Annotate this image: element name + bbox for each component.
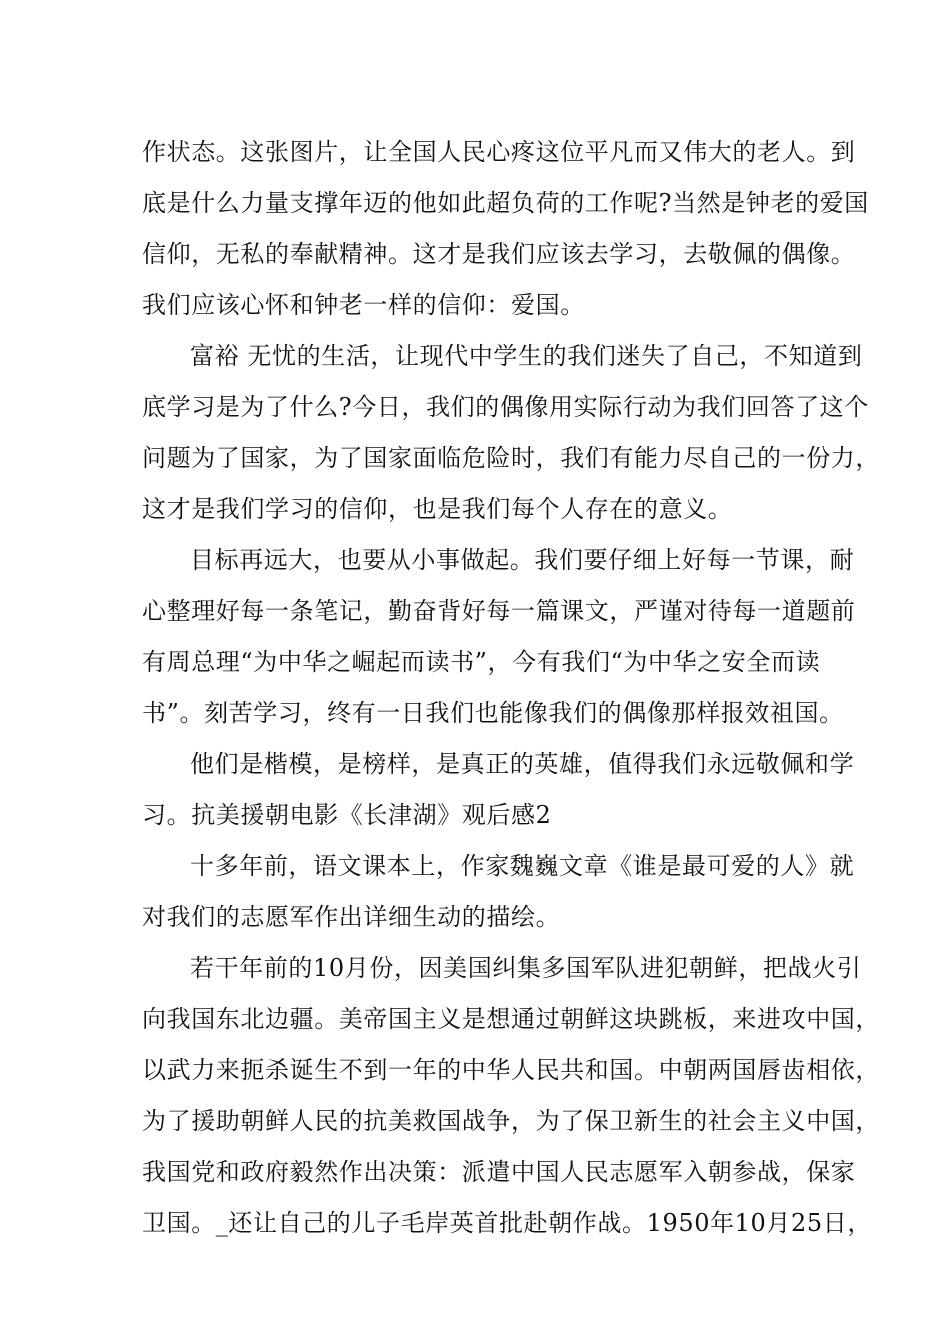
text-line: 以武力来扼杀诞生不到一年的中华人民共和国。中朝两国唇齿相依， — [142, 1056, 880, 1084]
text-line: 对我们的志愿军作出详细生动的描绘。 — [142, 903, 561, 931]
paragraph-first-line: 十多年前，语文课本上，作家魏巍文章《谁是最可爱的人》就 — [190, 852, 855, 880]
text-line: 向我国东北边疆。美帝国主义是想通过朝鲜这块跳板，来进攻中国， — [142, 1005, 880, 1033]
text-line: 习。抗美援朝电影《长津湖》观后感2 — [142, 801, 552, 829]
text-line: 这才是我们学习的信仰，也是我们每个人存在的意义。 — [142, 495, 733, 523]
text-line: 底是什么力量支撑年迈的他如此超负荷的工作呢?当然是钟老的爱国 — [142, 189, 869, 217]
paragraph-first-line: 富裕 无忧的生活，让现代中学生的我们迷失了自己，不知道到 — [190, 342, 863, 370]
text-line: 底学习是为了什么?今日，我们的偶像用实际行动为我们回答了这个 — [142, 393, 869, 421]
text-line: 我国党和政府毅然作出决策：派遣中国人民志愿军入朝参战，保家 — [142, 1158, 856, 1186]
text-line: 作状态。这张图片，让全国人民心疼这位平凡而又伟大的老人。到 — [142, 138, 856, 166]
paragraph-first-line: 他们是楷模，是榜样，是真正的英雄，值得我们永远敬佩和学 — [190, 750, 855, 778]
text-line: 为了援助朝鲜人民的抗美救国战争，为了保卫新生的社会主义中国， — [142, 1107, 880, 1135]
paragraph-first-line: 若干年前的10月份，因美国纠集多国军队进犯朝鲜，把战火引 — [190, 954, 862, 982]
text-line: 我们应该心怀和钟老一样的信仰：爱国。 — [142, 291, 585, 319]
text-line: 心整理好每一条笔记，勤奋背好每一篇课文，严谨对待每一道题前 — [142, 597, 856, 625]
document-body — [142, 127, 880, 1249]
text-line: 信仰，无私的奉献精神。这才是我们应该去学习，去敬佩的偶像。 — [142, 240, 856, 268]
paragraph-first-line: 目标再远大，也要从小事做起。我们要仔细上好每一节课，耐 — [190, 546, 855, 574]
text-line: 有周总理“为中华之崛起而读书”，今有我们“为中华之安全而读 — [142, 648, 821, 676]
text-line: 问题为了国家，为了国家面临危险时，我们有能力尽自己的一份力， — [142, 444, 880, 472]
text-line: 书”。刻苦学习，终有一日我们也能像我们的偶像那样报效祖国。 — [142, 699, 844, 727]
text-line: 卫国。_还让自己的儿子毛岸英首批赴朝作战。1950年10月25日， — [142, 1209, 872, 1237]
